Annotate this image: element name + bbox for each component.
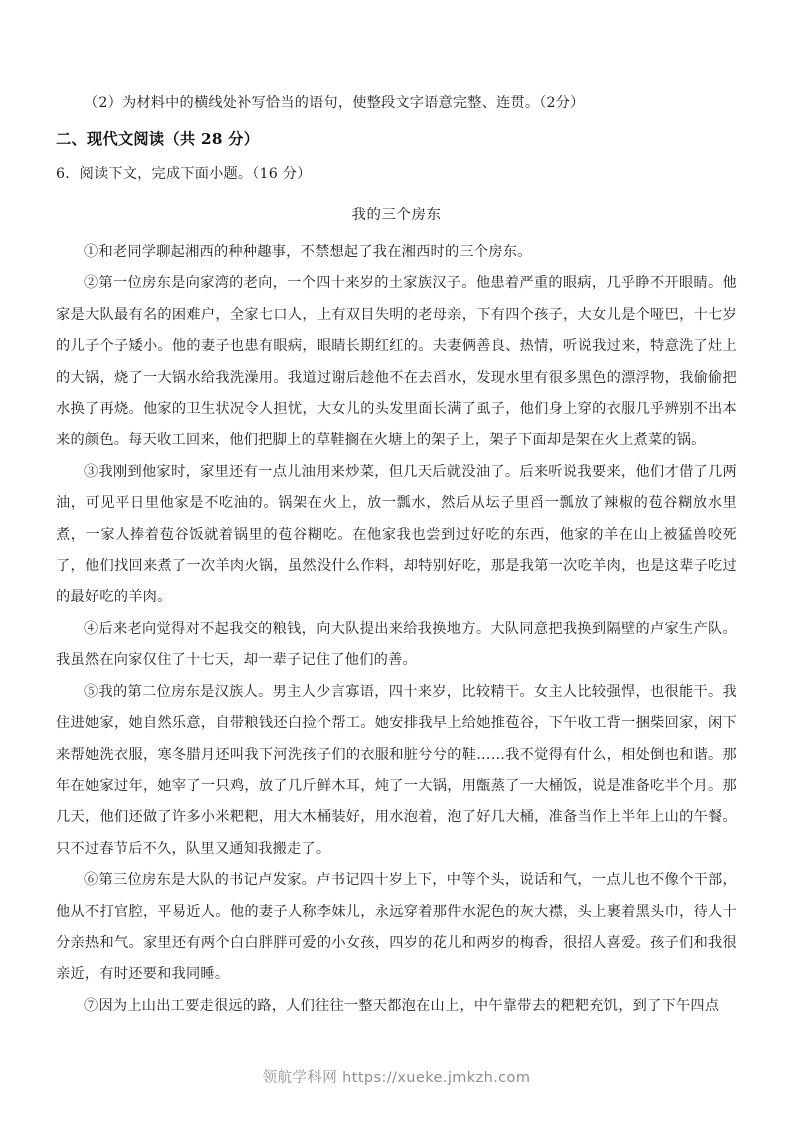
sub-question-2-line: （2）为材料中的横线处补写恰当的语句，使整段文字语意完整、连贯。（2分） <box>84 95 585 111</box>
footer-watermark <box>0 1066 793 1087</box>
watermark-site-name: 领航学科网 <box>262 1070 338 1086</box>
article-paragraph-6: ⑥第三位房东是大队的书记卢发家。卢书记四十岁上下，中等个头，说话和气，一点儿也不像个干部，他从不打官腔，平易近人。他的妻子人称李妹儿，永远穿着那件水泥色的灰大襟，头上裹着黑头巾，待人十分亲热和气。家里还有两个白白胖胖可爱的小女孩，四岁的花儿和两岁的梅香，很招人喜爱。孩子们和我很亲近，有时还要和我同睡。 <box>56 872 737 983</box>
page-content <box>56 88 737 1022</box>
watermark-url: https://xueke.jmkzh.com <box>342 1070 531 1086</box>
section-heading-modern-reading: 二、现代文阅读（共 28 分） <box>56 130 260 148</box>
article-paragraph-4: ④后来老向觉得对不起我交的粮钱，向大队提出来给我换地方。大队同意把我换到隔壁的卢家生产队。我虽然在向家仅住了十七天，却一辈子记住了他们的善。 <box>56 620 737 669</box>
question-6-prompt: 6．阅读下文，完成下面小题。（16 分） <box>56 166 312 182</box>
article-paragraph-2: ②第一位房东是向家湾的老向，一个四十来岁的土家族汉子。他患着严重的眼病，几乎睁不开眼睛。他家是大队最有名的困难户，全家七口人，上有双目失明的老母亲，下有四个孩子，大女儿是个哑巴，十七岁的儿子个子矮小。他的妻子也患有眼病，眼睛长期红红的。夫妻俩善良、热情，听说我过来，特意洗了灶上的大锅，烧了一大锅水给我洗澡用。我道过谢后趁他不在去舀水，发现水里有很多黑色的漂浮物，我偷偷把水换了再烧。他家的卫生状况令人担忧，大女儿的头发里面长满了虱子，他们身上穿的衣服几乎辨别不出本来的颜色。每天收工回来，他们把脚上的草鞋搁在火塘上的架子上，架子下面却是架在火上煮菜的锅。 <box>56 275 737 449</box>
article-paragraph-3: ③我刚到他家时，家里还有一点儿油用来炒菜，但几天后就没油了。后来听说我要来，他们才借了几两油，可见平日里他家是不吃油的。锅架在火上，放一瓢水，然后从坛子里舀一瓢放了辣椒的苞谷糊放水里煮，一家人捧着苞谷饭就着锅里的苞谷糊吃。在他家我也尝到过好吃的东西，他家的羊在山上被猛兽咬死了，他们找回来煮了一次羊肉火锅，虽然没什么作料，却特别好吃，那是我第一次吃羊肉，也是这辈子吃过的最好吃的羊肉。 <box>56 463 737 606</box>
article-paragraph-5: ⑤我的第二位房东是汉族人。男主人少言寡语，四十来岁，比较精干。女主人比较强悍，也很能干。我住进她家，她自然乐意，自带粮钱还白捡个帮工。她安排我早上给她推苞谷，下午收工背一捆柴回家，闲下来帮她洗衣服，寒冬腊月还叫我下河洗孩子们的衣服和脏兮兮的鞋……我不觉得有什么，相处倒也和谐。那年在她家过年，她宰了一只鸡，放了几斤鲜木耳，炖了一大锅，用甑蒸了一大桶饭，说是准备吃半个月。那几天，他们还做了许多小米粑粑，用大木桶装好，用水泡着，泡了好几大桶，准备当作上半年上山的午餐。只不过春节后不久，队里又通知我搬走了。 <box>56 683 737 857</box>
article-paragraph-7: ⑦因为上山出工要走很远的路，人们往往一整天都泡在山上，中午靠带去的粑粑充饥，到了下午四点 <box>84 997 720 1014</box>
article-paragraph-1: ①和老同学聊起湘西的种种趣事，不禁想起了我在湘西时的三个房东。 <box>84 244 532 260</box>
article-title: 我的三个房东 <box>351 207 442 223</box>
